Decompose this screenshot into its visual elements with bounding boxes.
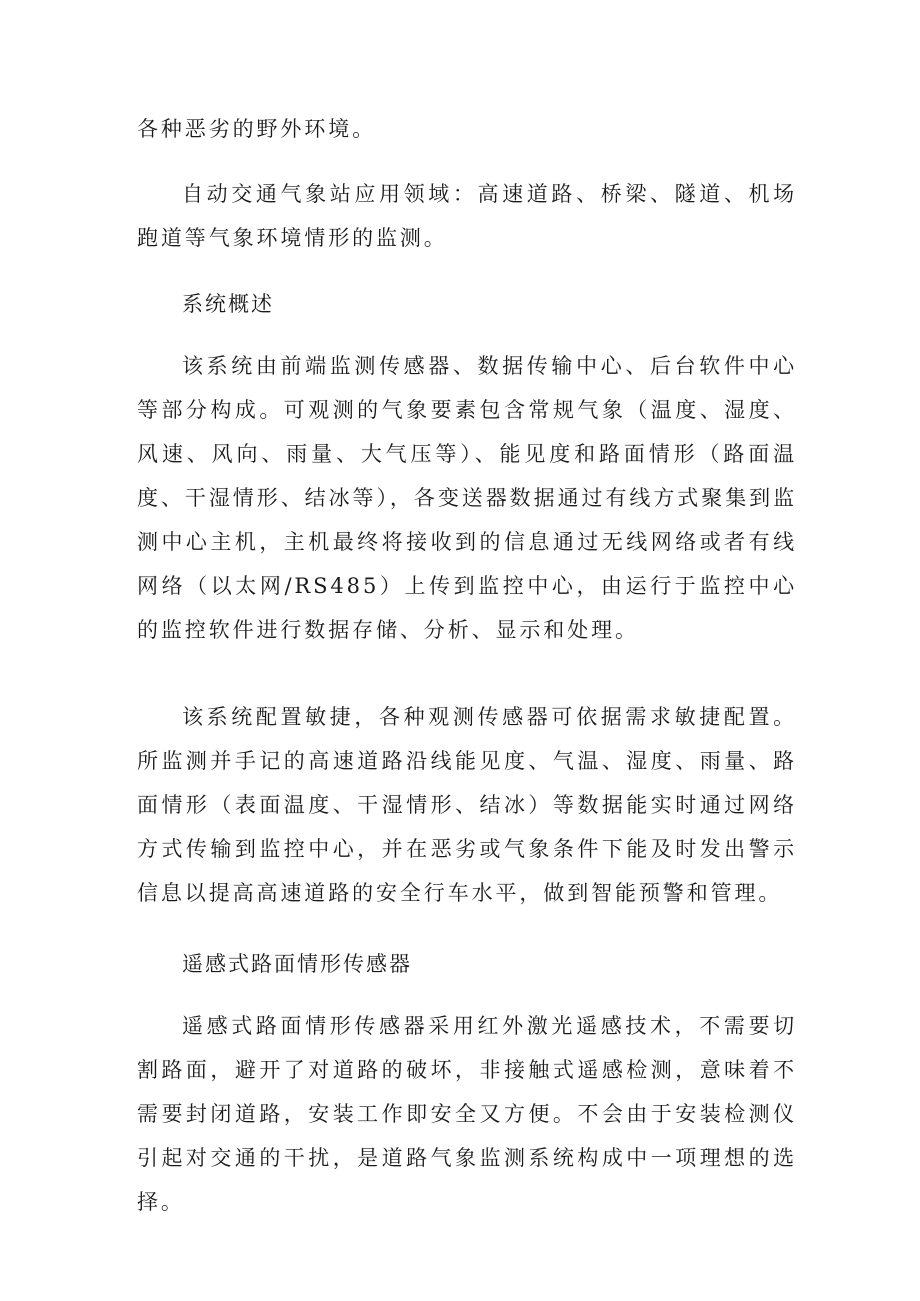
paragraph-application-fields: 自动交通气象站应用领域：高速道路、桥梁、隧道、机场跑道等气象环境情形的监测。: [137, 182, 797, 250]
paragraph-continuation: 各种恶劣的野外环境。: [137, 117, 376, 141]
section-heading-remote-sensor: 遥感式路面情形传感器: [182, 952, 412, 976]
section-heading-system-overview: 系统概述: [182, 292, 274, 316]
paragraph-remote-sensor-description: 遥感式路面情形传感器采用红外激光遥感技术，不需要切割路面，避开了对道路的破坏，非接触式遥感检测，意味着不需要封闭道路，安装工作即安全又方便。不会由于安装检测仪引起对交通的干扰，是道路气象监测系统构成中一项理想的选择。: [137, 1014, 797, 1214]
paragraph-system-composition: 该系统由前端监测传感器、数据传输中心、后台软件中心等部分构成。可观测的气象要素包含常规气象（温度、湿度、风速、风向、雨量、大气压等）、能见度和路面情形（路面温度、干湿情形、结冰等），各变送器数据通过有线方式聚集到监测中心主机，主机最终将接收到的信息通过无线网络或者有线网络（以太网/RS485）上传到监控中心，由运行于监控中心的监控软件进行数据存储、分析、显示和处理。: [137, 354, 797, 642]
paragraph-system-configuration: 该系统配置敏捷，各种观测传感器可依据需求敏捷配置。所监测并手记的高速道路沿线能见度、气温、湿度、雨量、路面情形（表面温度、干湿情形、结冰）等数据能实时通过网络方式传输到监控中心，并在恶劣或气象条件下能及时发出警示信息以提高高速道路的安全行车水平，做到智能预警和管理。: [137, 705, 797, 905]
